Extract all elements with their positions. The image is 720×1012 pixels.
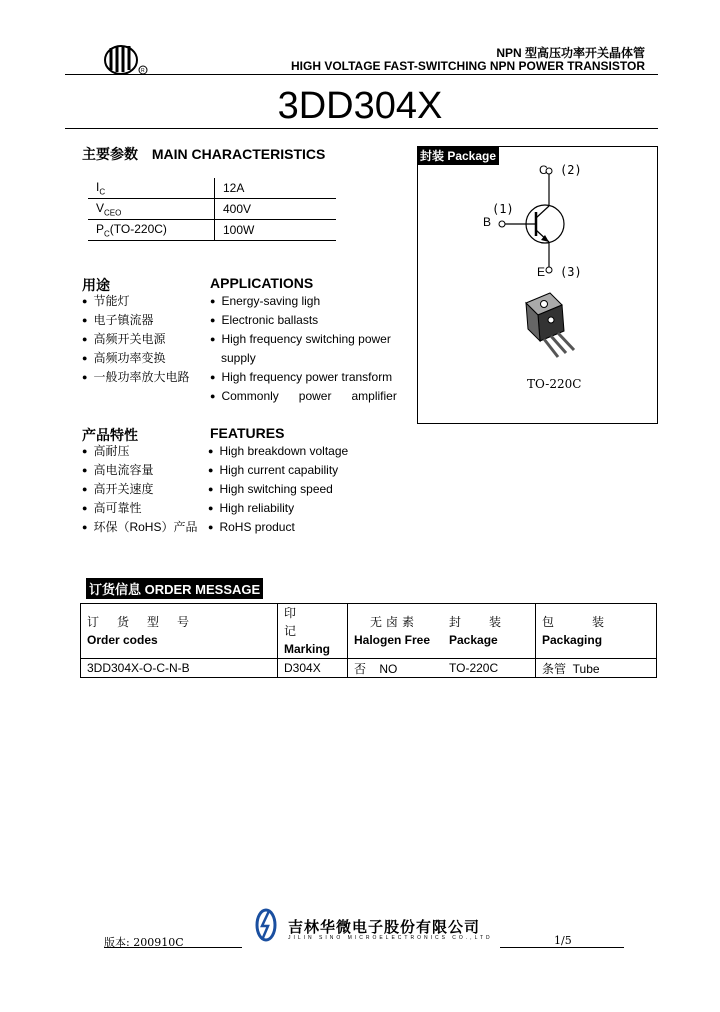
applications-heading-en: APPLICATIONS <box>210 275 314 291</box>
param-symbol: $V_{CEO}$ <box>88 199 215 220</box>
list-item: ● 环保（RoHS）产品 <box>82 518 197 537</box>
footer-divider-right <box>500 947 624 948</box>
main-characteristics-heading-en: MAIN CHARACTERISTICS <box>151 146 326 162</box>
footer-divider-left <box>104 947 242 948</box>
pin-c-number: (2) <box>560 163 582 177</box>
applications-list-en <box>210 292 406 406</box>
order-code-cell: 3DD304X-O-C-N-B <box>81 659 278 678</box>
list-item: ● High breakdown voltage <box>208 442 348 461</box>
column-header: 订货型号 Order codes <box>81 604 278 659</box>
features-heading-en: FEATURES <box>210 425 285 441</box>
column-header: 包装 Packaging <box>536 604 657 659</box>
list-item: ● 高频功率变换 <box>82 349 189 368</box>
package-title: 封装 Package <box>417 146 499 165</box>
list-item: ● 电子镇流器 <box>82 311 189 330</box>
company-name-cn: 吉林华微电子股份有限公司 <box>288 919 481 936</box>
table-row <box>88 178 336 199</box>
pin-e-number: (3) <box>560 265 582 279</box>
list-item: ● 高电流容量 <box>82 461 197 480</box>
company-logo <box>103 42 149 76</box>
main-characteristics-heading <box>82 144 325 164</box>
page-number: 1/5 <box>554 934 572 947</box>
list-item: ● 一般功率放大电路 <box>82 368 189 387</box>
main-characteristics-table <box>88 178 336 241</box>
pin-e-label: E <box>537 265 546 279</box>
param-symbol: $P_C(TO-220C)$ <box>88 220 215 241</box>
marking-cell: D304X <box>278 659 348 678</box>
column-header: 印记 Marking <box>278 604 348 659</box>
version-label: 版本: 200910C <box>104 936 184 949</box>
column-header: 无卤素 Halogen Free <box>348 604 444 659</box>
table-row <box>81 659 657 678</box>
param-value: 400V <box>215 199 337 220</box>
package-name: TO-220C <box>527 377 582 391</box>
features-list-cn <box>82 442 197 537</box>
param-value: 100W <box>215 220 337 241</box>
packaging-cell: 条管 Tube <box>536 659 657 678</box>
halogen-cell: 否 NO <box>348 659 444 678</box>
list-item: ● Energy-saving ligh <box>210 292 406 311</box>
list-item: ● 高可靠性 <box>82 499 197 518</box>
order-title: 订货信息 ORDER MESSAGE <box>86 578 263 599</box>
list-item: ● 高开关速度 <box>82 480 197 499</box>
svg-text:R: R <box>141 68 145 74</box>
header-title-en: HIGH VOLTAGE FAST-SWITCHING NPN POWER TRANSISTOR <box>290 59 645 73</box>
applications-heading-cn: 用途 <box>82 277 110 293</box>
order-table <box>80 603 657 678</box>
list-item: ● High reliability <box>208 499 348 518</box>
list-item: ● 高频开关电源 <box>82 330 189 349</box>
part-number: 3DD304X <box>277 85 443 127</box>
company-logo-icon <box>250 908 282 942</box>
company-footer-logo <box>250 908 282 947</box>
list-item: ● RoHS product <box>208 518 348 537</box>
pin-b-number: (1) <box>492 202 514 216</box>
table-row <box>88 199 336 220</box>
table-row <box>88 220 336 241</box>
features-heading-cn: 产品特性 <box>82 427 138 443</box>
column-header: 封装 Package <box>443 604 536 659</box>
list-item: ● 高耐压 <box>82 442 197 461</box>
features-list-en <box>208 442 348 537</box>
list-item: ● Electronic ballasts <box>210 311 406 330</box>
header-title-cn: NPN 型高压功率开关晶体管 <box>496 46 645 60</box>
param-symbol: $I_C$ <box>88 178 215 199</box>
table-header-row <box>81 604 657 659</box>
package-cell: TO-220C <box>443 659 536 678</box>
header-divider <box>65 74 658 75</box>
list-item-continuation: supply <box>221 351 256 365</box>
main-characteristics-heading-cn: 主要参数 <box>82 146 138 162</box>
company-name-en: JILIN SINO MICROELECTRONICS CO.,LTD <box>288 935 493 941</box>
pin-c-label: C <box>539 163 548 177</box>
list-item: ● High switching speed <box>208 480 348 499</box>
applications-list-cn <box>82 292 189 387</box>
logo-icon <box>103 42 149 76</box>
title-divider <box>65 128 658 129</box>
list-item: ● High frequency power transform <box>210 368 406 387</box>
list-item: ● Commonly power amplifier <box>210 387 406 406</box>
list-item: ● 节能灯 <box>82 292 189 311</box>
list-item: ● High frequency switching power <box>210 330 406 349</box>
param-value: 12A <box>215 178 337 199</box>
pin-b-label: B <box>483 215 492 229</box>
list-item: ● High current capability <box>208 461 348 480</box>
